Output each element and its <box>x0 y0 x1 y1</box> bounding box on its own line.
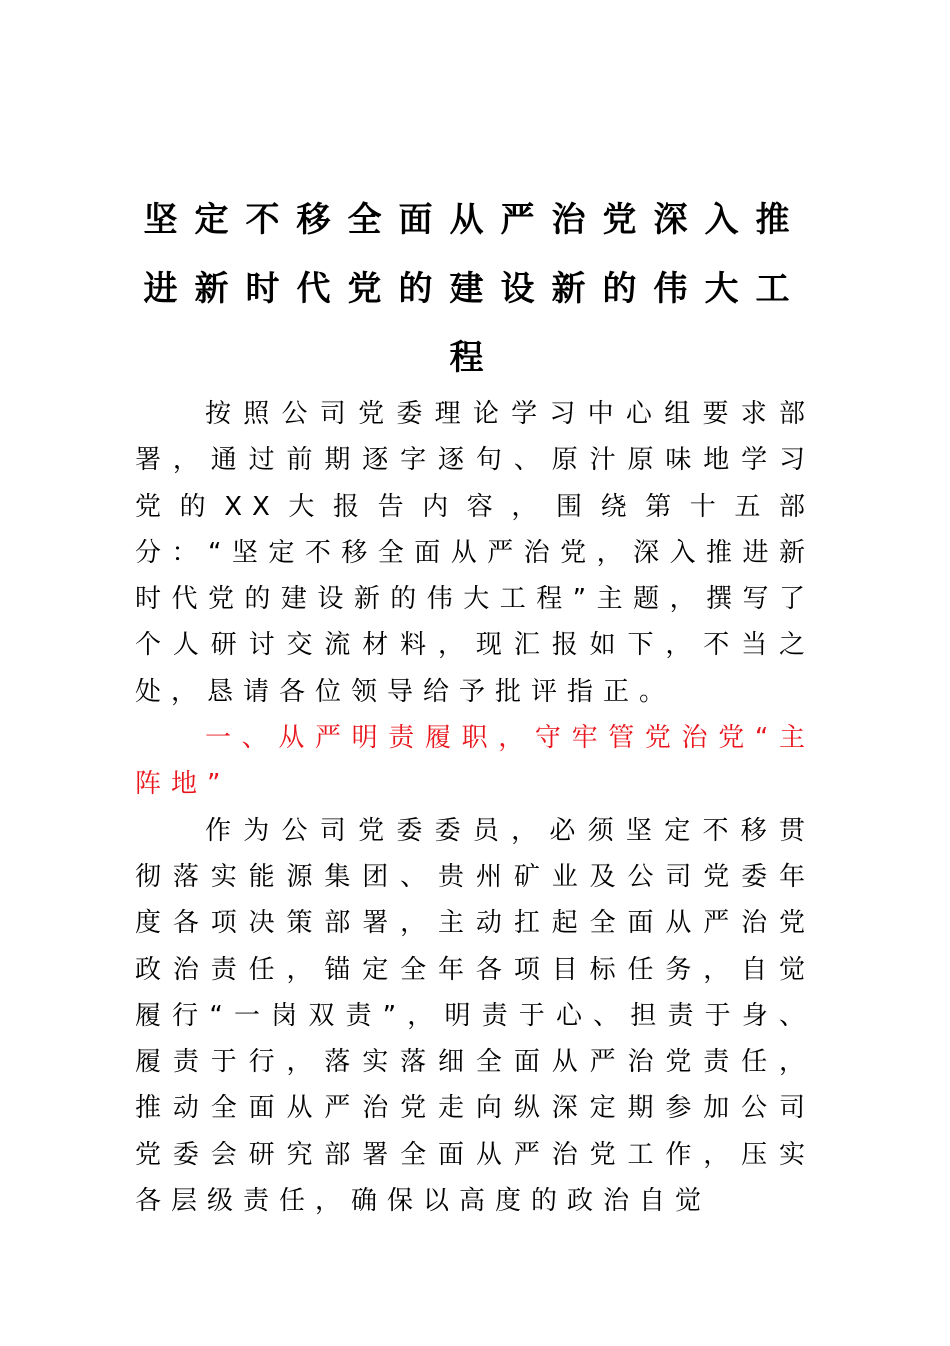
intro-paragraph: 按照公司党委理论学习中心组要求部署，通过前期逐字逐句、原汁原味地学习党的XX大报告内容，围绕第十五部分：“坚定不移全面从严治党，深入推进新时代党的建设新的伟大工程”主题，撰写了个人研讨交流材料，现汇报如下，不当之处，恳请各位领导给予批评指正。 <box>135 399 815 707</box>
document-title: 坚定不移全面从严治党深入推进新时代党的建设新的伟大工程 <box>143 200 807 378</box>
section-heading-1: 一、从严明责履职，守牢管党治党“主阵地” <box>135 723 815 800</box>
document-body <box>135 391 815 1224</box>
section-1-paragraph: 作为公司党委委员，必须坚定不移贯彻落实能源集团、贵州矿业及公司党委年度各项决策部署，主动扛起全面从严治党政治责任，锚定全年各项目标任务，自觉履行“一岗双责”，明责于心、担责于身、履责于行，落实落细全面从严治党责任，推动全面从严治党走向纵深定期参加公司党委会研究部署全面从严治党工作，压实各层级责任，确保以高度的政治自觉 <box>135 815 815 1217</box>
